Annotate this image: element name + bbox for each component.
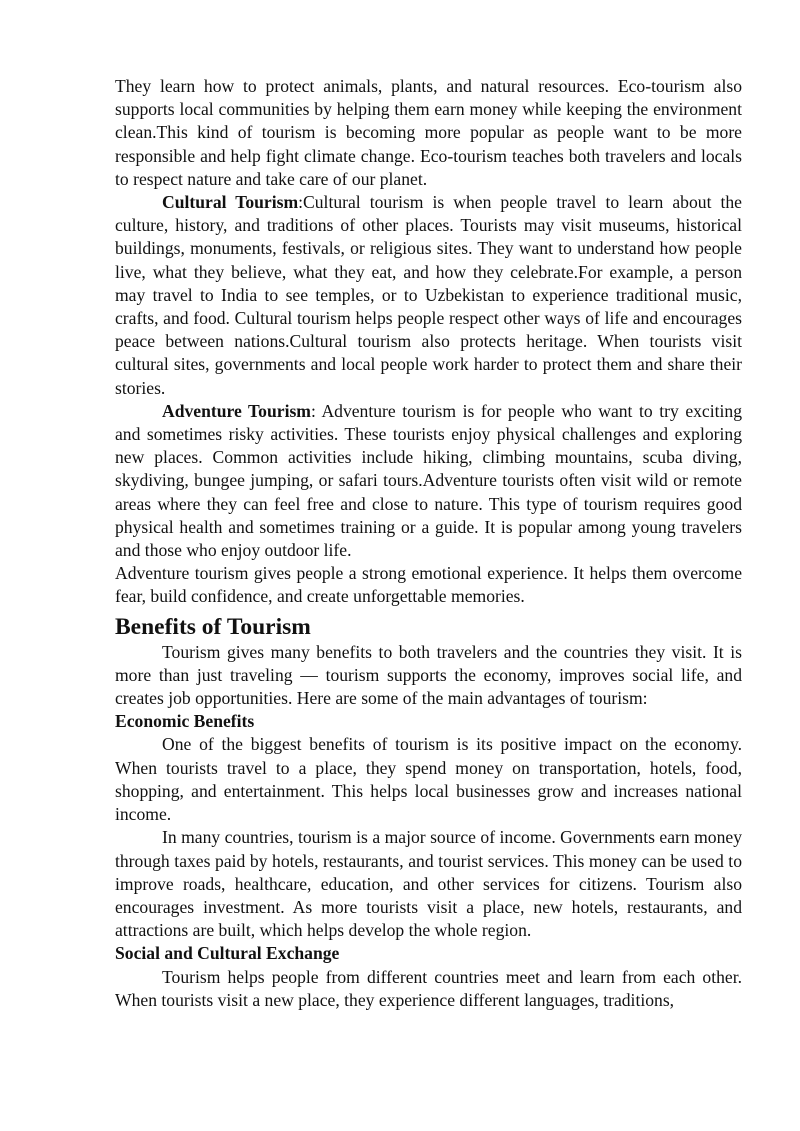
social-paragraph-1: Tourism helps people from different countries meet and learn from each other. When tourists visit a new place, they experience different languages, traditions, [115,966,742,1010]
benefits-heading: Benefits of Tourism [115,613,311,640]
economic-paragraph-1: One of the biggest benefits of tourism is its positive impact on the economy. When tourists travel to a place, they spend money on transportation, hotels, food, shopping, and entertainment. This helps local businesses grow and increases national income. [115,734,742,825]
economic-paragraph-2: In many countries, tourism is a major source of income. Governments earn money through taxes paid by hotels, restaurants, and tourist services. This money can be used to improve roads, healthcare, education, and other services for citizens. Tourism also encourages investment. As more tourists visit a place, new hotels, restaurants, and attractions are built, which helps develop the whole region. [115,827,742,941]
intro-paragraph: They learn how to protect animals, plants, and natural resources. Eco-tourism also supports local communities by helping them earn money while keeping the environment clean.This kind of tourism is becoming more popular as people want to be more responsible and help fight climate change. Eco-tourism teaches both travelers and locals to respect nature and take care of our planet. [115,76,742,189]
adventure-tourism-paragraph [115,400,742,562]
social-exchange-heading: Social and Cultural Exchange [115,943,340,964]
adventure-tourism-text: : Adventure tourism is for people who want to try exciting and sometimes risky activities. These tourists enjoy physical challenges and exploring new places. Common activities include hiking, climbing mountains, scuba diving, skydiving, bungee jumping, or safari tours.Adventure tourists often visit wild or remote areas where they can feel free and close to nature. This type of tourism requires good physical health and sometimes training or a guide. It is popular among young travelers and those who enjoy outdoor life. [115,400,742,561]
adventure-tourism-followup: Adventure tourism gives people a strong emotional experience. It helps them overcome fear, build confidence, and create unforgettable memories. [115,563,742,607]
document-page [115,75,742,1012]
adventure-tourism-term: Adventure Tourism [162,400,311,421]
cultural-tourism-term: Cultural Tourism [162,192,299,213]
benefits-intro: Tourism gives many benefits to both travelers and the countries they visit. It is more than just traveling — tourism supports the economy, improves social life, and creates job opportunities. Here are some of the main advantages of tourism: [115,641,742,709]
economic-benefits-heading: Economic Benefits [115,711,255,732]
cultural-tourism-paragraph [115,191,742,400]
cultural-tourism-text: :Cultural tourism is when people travel to learn about the culture, history, and traditions of other places. Tourists may visit museums, historical buildings, monuments, festivals, or religious sites. They want to understand how people live, what they believe, what they eat, and how they celebrate.For example, a person may travel to India to see temples, or to Uzbekistan to experience traditional music, crafts, and food. Cultural tourism helps people respect other ways of life and encourages peace between nations.Cultural tourism also protects heritage. When tourists visit cultural sites, governments and local people work harder to protect them and share their stories. [115,192,742,398]
